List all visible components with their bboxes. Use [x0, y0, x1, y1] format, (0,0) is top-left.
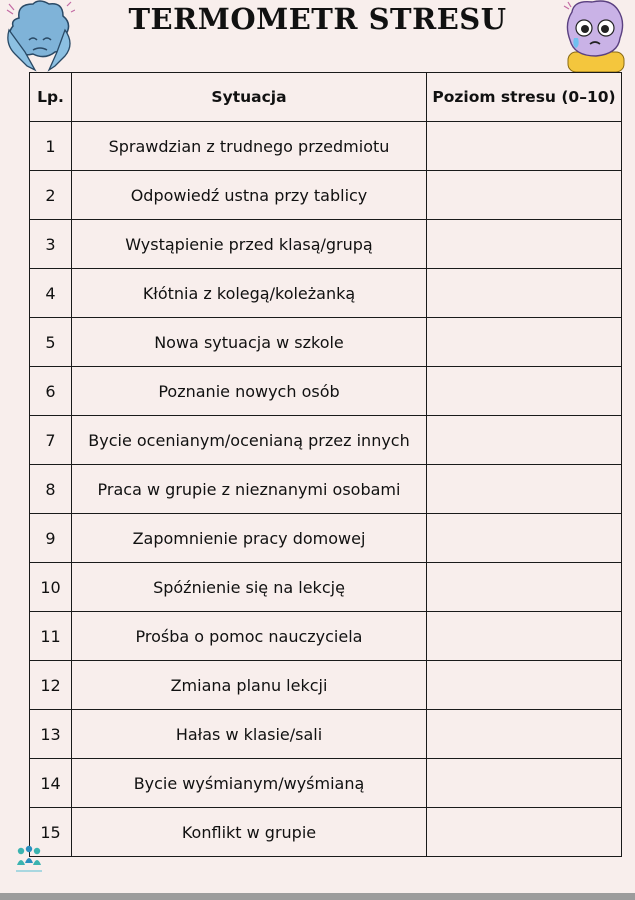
table-row: [30, 367, 622, 416]
row-number: 12: [30, 661, 72, 710]
row-situation: Sprawdzian z trudnego przedmiotu: [72, 122, 427, 171]
row-situation: Bycie wyśmianym/wyśmianą: [72, 759, 427, 808]
table-row: [30, 465, 622, 514]
table-row: [30, 710, 622, 759]
row-number: 13: [30, 710, 72, 759]
stress-level-cell[interactable]: [427, 318, 622, 367]
row-situation: Bycie ocenianym/ocenianą przez innych: [72, 416, 427, 465]
stressed-blue-face-sticker: [5, 0, 75, 72]
row-number: 2: [30, 171, 72, 220]
worried-purple-face-sticker: [560, 0, 630, 72]
stress-level-cell[interactable]: [427, 367, 622, 416]
row-number: 11: [30, 612, 72, 661]
table-row: [30, 808, 622, 857]
row-situation: Prośba o pomoc nauczyciela: [72, 612, 427, 661]
table-row: [30, 514, 622, 563]
stress-level-cell[interactable]: [427, 612, 622, 661]
row-number: 14: [30, 759, 72, 808]
stress-level-cell[interactable]: [427, 171, 622, 220]
row-situation: Hałas w klasie/sali: [72, 710, 427, 759]
stress-level-cell[interactable]: [427, 563, 622, 612]
stress-level-cell[interactable]: [427, 269, 622, 318]
stress-level-cell[interactable]: [427, 122, 622, 171]
row-situation: Spóźnienie się na lekcję: [72, 563, 427, 612]
row-situation: Zapomnienie pracy domowej: [72, 514, 427, 563]
row-situation: Wystąpienie przed klasą/grupą: [72, 220, 427, 269]
row-number: 15: [30, 808, 72, 857]
row-situation: Kłótnia z kolegą/koleżanką: [72, 269, 427, 318]
table-row: [30, 759, 622, 808]
header-stress-level: Poziom stresu (0–10): [427, 73, 622, 122]
stress-table: [29, 72, 622, 857]
stress-level-cell[interactable]: [427, 220, 622, 269]
row-number: 7: [30, 416, 72, 465]
table-row: [30, 122, 622, 171]
stress-level-cell[interactable]: [427, 759, 622, 808]
row-situation: Praca w grupie z nieznanymi osobami: [72, 465, 427, 514]
row-number: 5: [30, 318, 72, 367]
table-row: [30, 318, 622, 367]
stress-level-cell[interactable]: [427, 465, 622, 514]
table-row: [30, 563, 622, 612]
row-situation: Nowa sytuacja w szkole: [72, 318, 427, 367]
row-number: 1: [30, 122, 72, 171]
page-title: TERMOMETR STRESU: [128, 2, 507, 36]
table-row: [30, 661, 622, 710]
header-situation: Sytuacja: [72, 73, 427, 122]
row-situation: Zmiana planu lekcji: [72, 661, 427, 710]
table-row: [30, 416, 622, 465]
row-number: 9: [30, 514, 72, 563]
stress-level-cell[interactable]: [427, 416, 622, 465]
table-row: [30, 171, 622, 220]
row-number: 10: [30, 563, 72, 612]
header-number: Lp.: [30, 73, 72, 122]
row-number: 8: [30, 465, 72, 514]
stress-level-cell[interactable]: [427, 808, 622, 857]
bottom-border: [0, 893, 635, 900]
table-row: [30, 269, 622, 318]
row-number: 4: [30, 269, 72, 318]
table-row: [30, 612, 622, 661]
row-situation: Odpowiedź ustna przy tablicy: [72, 171, 427, 220]
stress-level-cell[interactable]: [427, 710, 622, 759]
row-number: 6: [30, 367, 72, 416]
people-logo-icon: [10, 843, 48, 879]
stress-level-cell[interactable]: [427, 514, 622, 563]
row-situation: Poznanie nowych osób: [72, 367, 427, 416]
row-number: 3: [30, 220, 72, 269]
row-situation: Konflikt w grupie: [72, 808, 427, 857]
table-row: [30, 220, 622, 269]
stress-level-cell[interactable]: [427, 661, 622, 710]
table-header-row: [30, 73, 622, 122]
